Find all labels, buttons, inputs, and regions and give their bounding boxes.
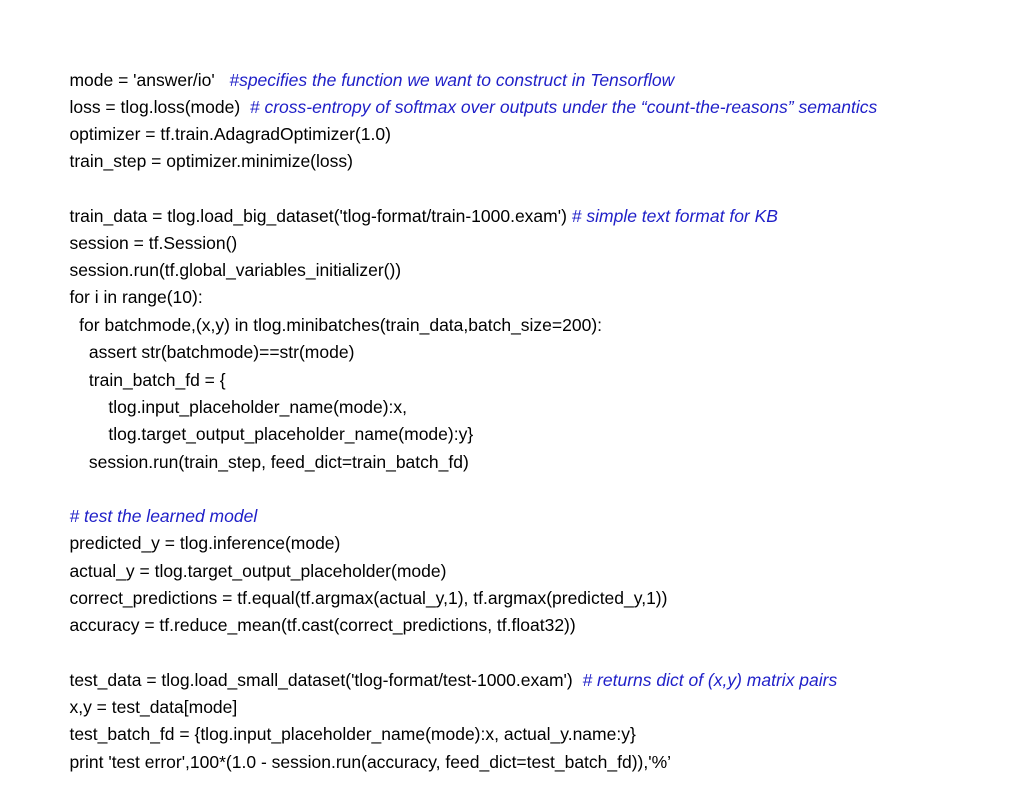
code-text: tlog.input_placeholder_name(mode):x, — [69, 397, 408, 417]
code-line — [50, 316, 355, 362]
code-text: mode = 'answer/io' — [69, 70, 230, 90]
code-text: session.run(train_step, feed_dict=train_batch_fd) — [69, 452, 469, 472]
code-text: train_step = optimizer.minimize(loss) — [69, 151, 353, 171]
code-line — [50, 180, 778, 226]
code-line — [50, 562, 668, 608]
code-text: train_data = tlog.load_big_dataset('tlog-format/train-1000.exam') — [69, 206, 572, 226]
code-line — [50, 234, 402, 280]
code-line — [50, 371, 408, 417]
code-line — [50, 480, 258, 526]
code-line — [50, 344, 226, 390]
code-text: train_batch_fd = { — [69, 370, 226, 390]
code-line — [50, 644, 838, 690]
code-comment: # simple text format for KB — [571, 206, 778, 226]
code-line — [50, 98, 391, 144]
code-line — [50, 698, 636, 744]
code-text: for batchmode,(x,y) in tlog.minibatches(train_data,batch_size=200): — [69, 315, 603, 335]
code-comment: # cross-entropy of softmax over outputs under the “count-the-reasons” semantics — [249, 97, 878, 117]
code-line — [50, 535, 447, 581]
code-comment: # returns dict of (x,y) matrix pairs — [582, 670, 838, 690]
code-line — [50, 671, 238, 717]
code-text: predicted_y = tlog.inference(mode) — [69, 533, 341, 553]
code-text: loss = tlog.loss(mode) — [69, 97, 250, 117]
code-text: x,y = test_data[mode] — [69, 697, 238, 717]
code-comment: #specifies the function we want to construct in Tensorflow — [229, 70, 675, 90]
code-line — [50, 125, 353, 171]
code-text: test_data = tlog.load_small_dataset('tlog-format/test-1000.exam') — [69, 670, 583, 690]
code-line — [50, 398, 474, 444]
code-line — [50, 207, 238, 253]
code-line — [50, 589, 576, 635]
code-text: session = tf.Session() — [69, 233, 238, 253]
code-line — [50, 426, 469, 472]
code-line — [50, 71, 878, 117]
code-text: actual_y = tlog.target_output_placeholder(mode) — [69, 561, 447, 581]
code-text: test_batch_fd = {tlog.input_placeholder_name(mode):x, actual_y.name:y} — [69, 724, 636, 744]
code-line — [50, 507, 341, 553]
code-text: for i in range(10): — [69, 287, 203, 307]
code-text: correct_predictions = tf.equal(tf.argmax(actual_y,1), tf.argmax(predicted_y,1)) — [69, 588, 668, 608]
code-line — [50, 289, 603, 335]
code-text: optimizer = tf.train.AdagradOptimizer(1.0) — [69, 124, 391, 144]
code-text: accuracy = tf.reduce_mean(tf.cast(correct_predictions, tf.float32)) — [69, 615, 576, 635]
code-text: print 'test error',100*(1.0 - session.run(accuracy, feed_dict=test_batch_fd)),'%’ — [69, 752, 672, 772]
code-line — [50, 261, 203, 307]
code-text: assert str(batchmode)==str(mode) — [69, 342, 355, 362]
code-line — [50, 44, 675, 90]
code-text: session.run(tf.global_variables_initializer()) — [69, 260, 402, 280]
code-comment: # test the learned model — [69, 506, 258, 526]
code-line — [50, 726, 672, 772]
code-text: tlog.target_output_placeholder_name(mode):y} — [69, 424, 474, 444]
